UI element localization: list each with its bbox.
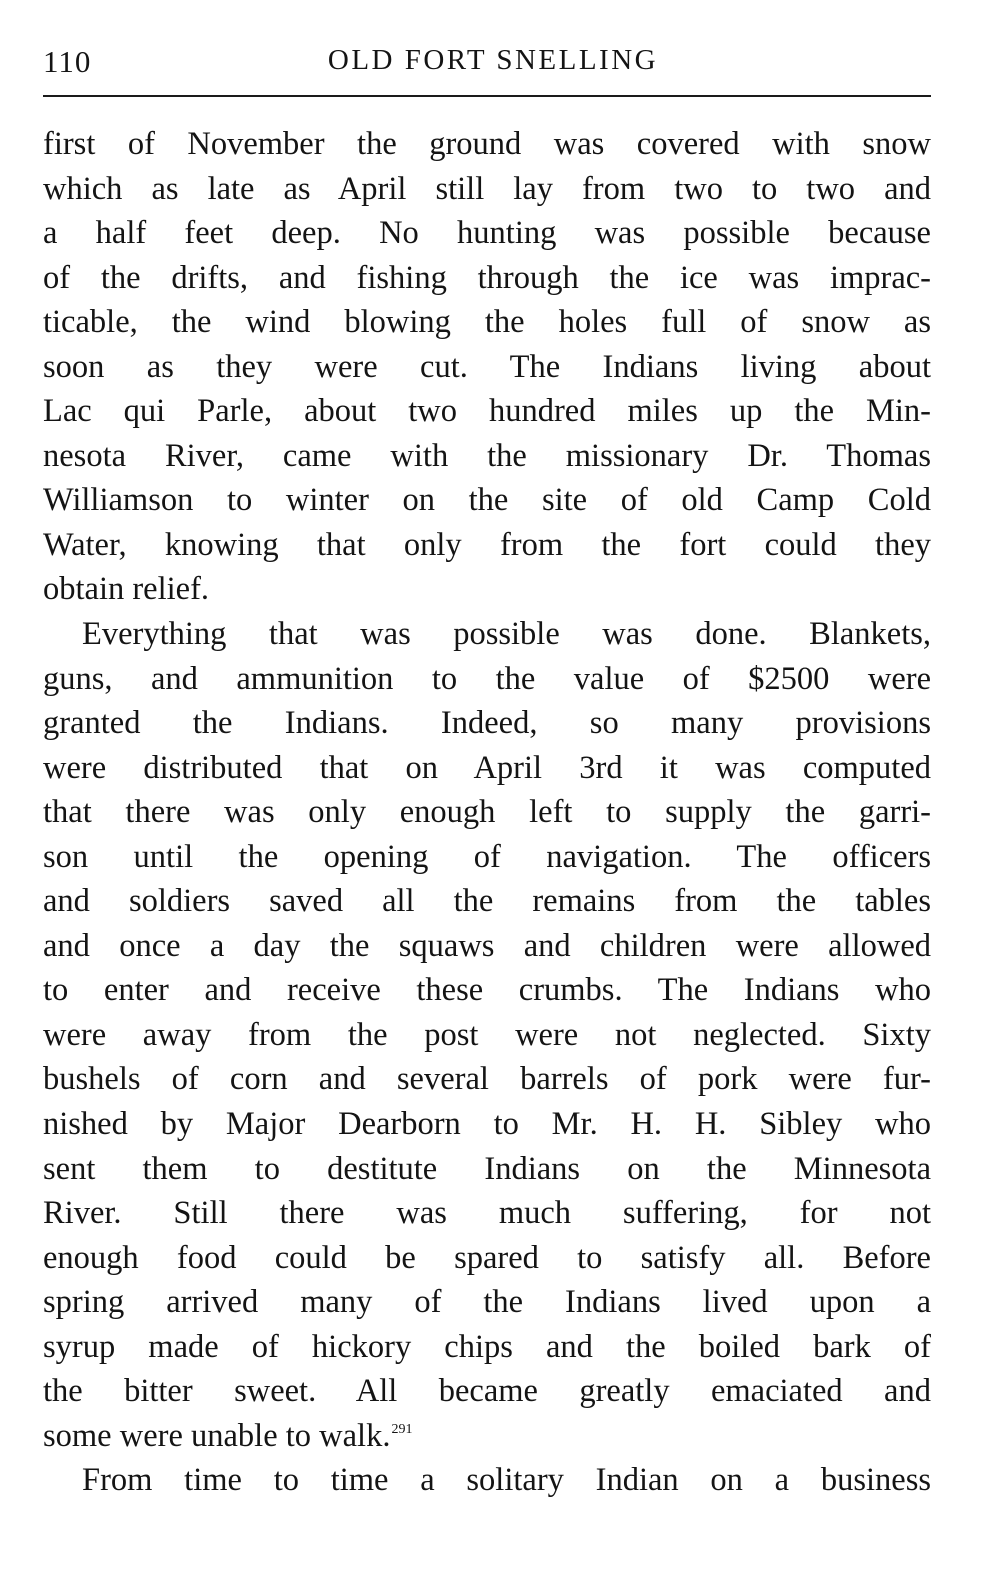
footnote-reference[interactable]: 291 — [391, 1421, 413, 1437]
text-line: syrup made of hickory chips and the boiled bark of — [43, 1328, 931, 1365]
text-line: which as late as April still lay from two to two and — [43, 170, 931, 207]
text-line: enough food could be spared to satisfy all. Before — [43, 1239, 931, 1276]
text-line: From time to time a solitary Indian on a business — [82, 1462, 931, 1499]
text-line: granted the Indians. Indeed, so many provisions — [43, 705, 931, 742]
text-line-with-footnote — [43, 1414, 931, 1459]
text-line: Williamson to winter on the site of old Camp Cold — [43, 482, 931, 519]
text-line: Lac qui Parle, about two hundred miles up the Min- — [43, 393, 931, 430]
running-head — [43, 38, 931, 94]
text-line: were distributed that on April 3rd it was computed — [43, 749, 931, 786]
text-line: Everything that was possible was done. Blankets, — [82, 616, 931, 653]
text-line: and once a day the squaws and children were allowed — [43, 927, 931, 964]
text-line: guns, and ammunition to the value of $2500 were — [43, 660, 931, 697]
text-line: Water, knowing that only from the fort could they — [43, 526, 931, 563]
text-line: soon as they were cut. The Indians living about — [43, 348, 931, 385]
text-line: of the drifts, and fishing through the ice was imprac- — [43, 259, 931, 296]
text-line: to enter and receive these crumbs. The Indians who — [43, 972, 931, 1009]
text-line: and soldiers saved all the remains from the tables — [43, 883, 931, 920]
text-line: the bitter sweet. All became greatly emaciated and — [43, 1373, 931, 1410]
text-line: nesota River, came with the missionary Dr. Thomas — [43, 437, 931, 474]
text-line: River. Still there was much suffering, for not — [43, 1195, 931, 1232]
header-rule — [43, 95, 931, 97]
body-text — [43, 122, 931, 1503]
text-line: a half feet deep. No hunting was possible because — [43, 215, 931, 252]
running-title: OLD FORT SNELLING — [327, 44, 659, 76]
text-line-content: some were unable to walk. — [43, 1417, 391, 1454]
text-line: that there was only enough left to supply the garri- — [43, 794, 931, 831]
text-line: nished by Major Dearborn to Mr. H. H. Sibley who — [43, 1106, 931, 1143]
page-number: 110 — [43, 44, 92, 79]
text-line: son until the opening of navigation. The officers — [43, 838, 931, 875]
text-line: spring arrived many of the Indians lived upon a — [43, 1284, 931, 1321]
text-line: were away from the post were not neglected. Sixty — [43, 1016, 931, 1053]
text-line: sent them to destitute Indians on the Minnesota — [43, 1150, 931, 1187]
text-line: obtain relief. — [43, 571, 210, 608]
text-line: first of November the ground was covered with snow — [43, 126, 931, 162]
text-line: bushels of corn and several barrels of pork were fur- — [43, 1061, 931, 1098]
text-line: ticable, the wind blowing the holes full of snow as — [43, 304, 931, 341]
